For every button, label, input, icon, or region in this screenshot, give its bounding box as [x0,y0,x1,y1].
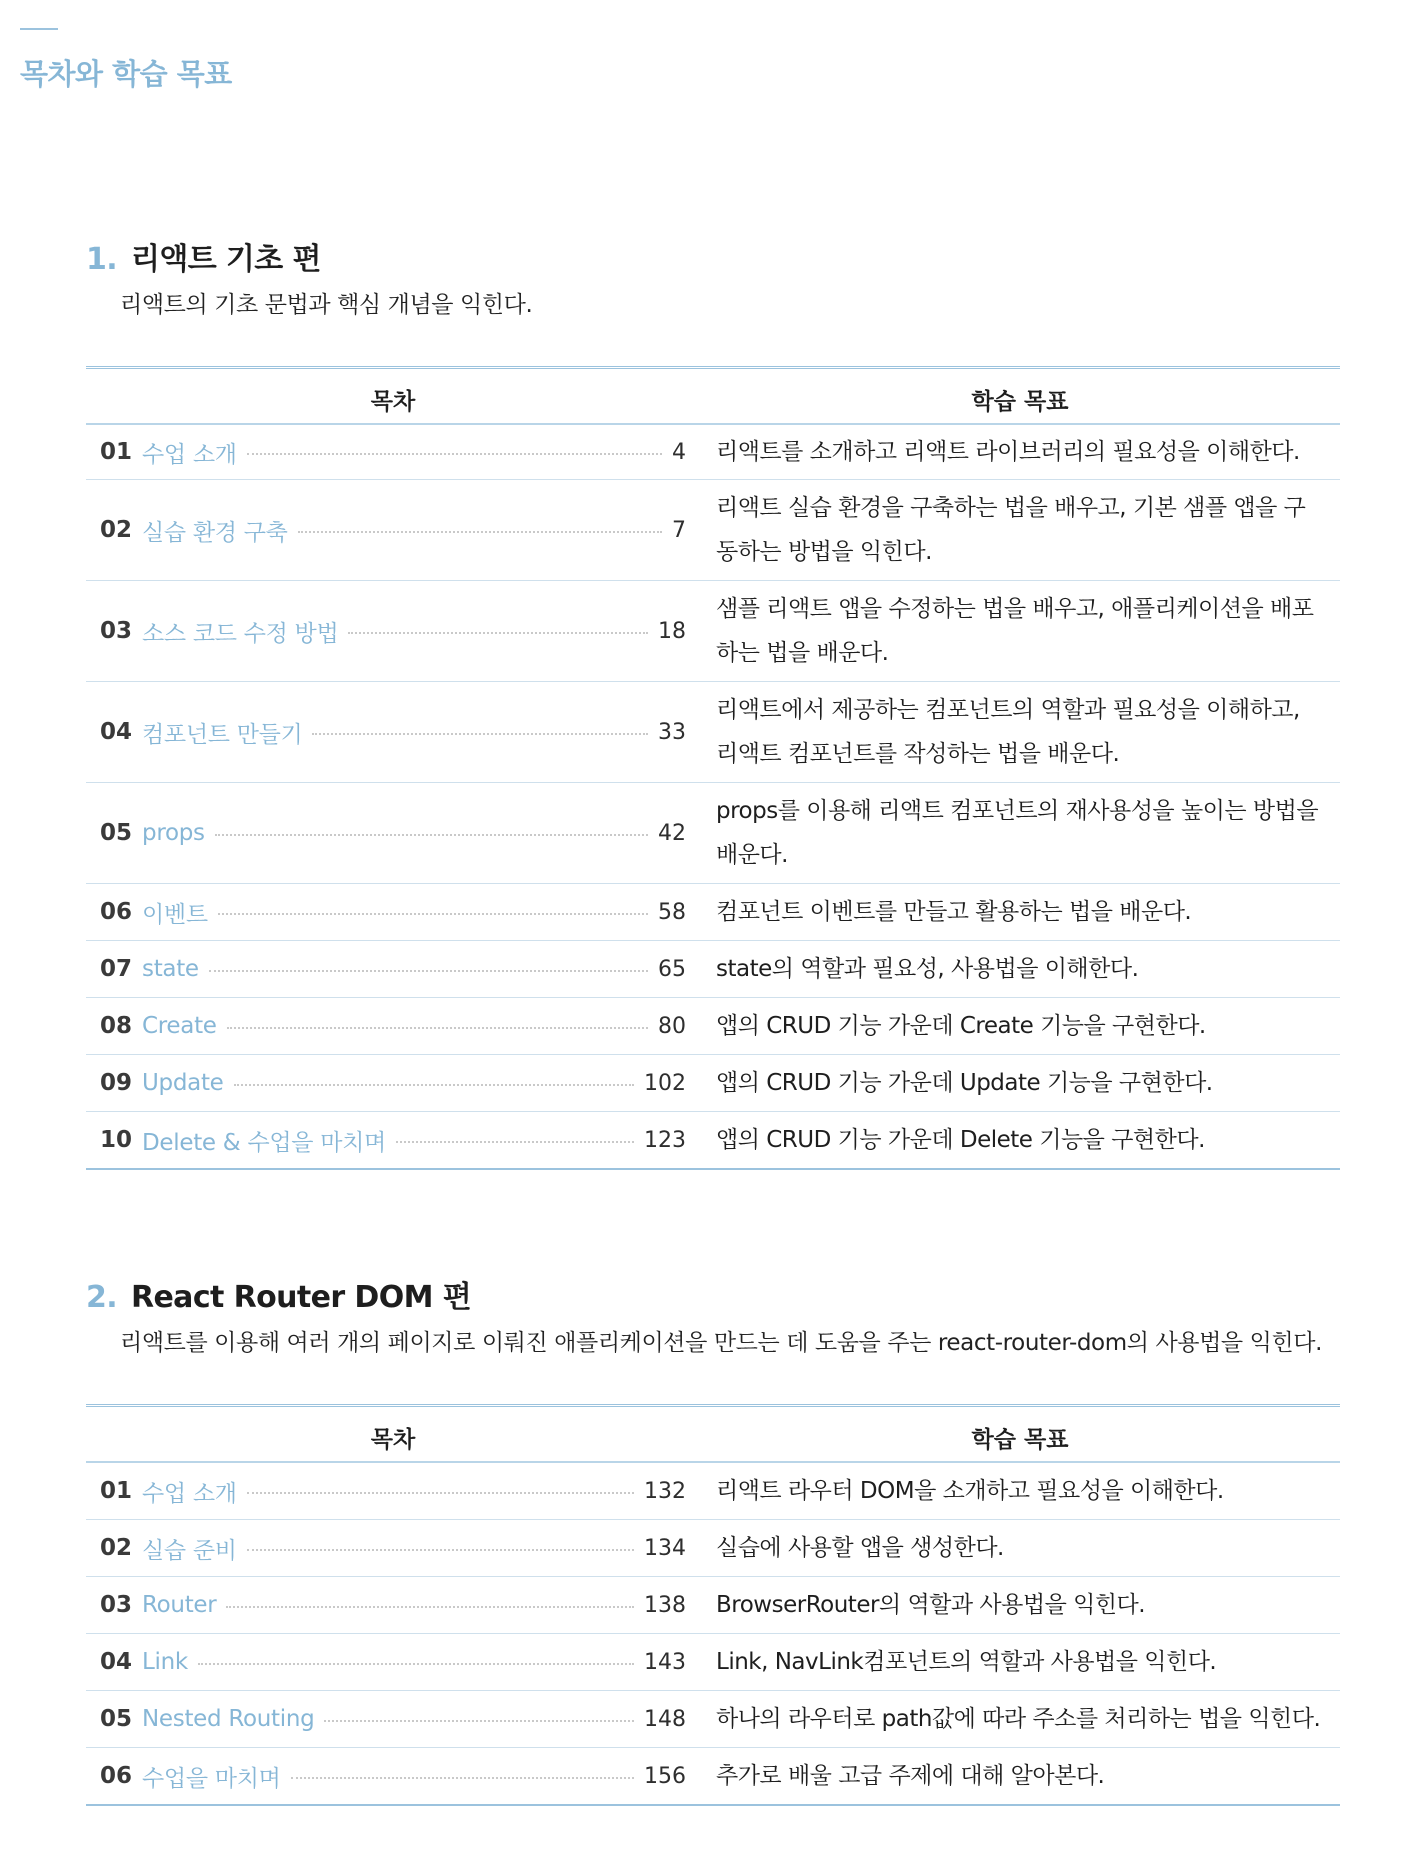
dot-leader [226,1606,634,1608]
table-row [86,1055,1340,1112]
page-number: 156 [644,1763,686,1789]
page-number: 143 [644,1649,686,1675]
item-number: 02 [100,517,133,543]
table-row [86,998,1340,1055]
dot-leader [209,970,648,972]
dot-leader [298,531,662,533]
learning-goal: 샘플 리액트 앱을 수정하는 법을 배우고, 애플리케이션을 배포하는 법을 배운다. [716,596,1314,666]
item-number: 02 [100,1535,133,1561]
page-number: 42 [658,820,686,846]
dot-leader [227,1027,648,1029]
learning-goal: 실습에 사용할 앱을 생성한다. [716,1535,1004,1561]
toc-entry[interactable] [100,1577,686,1633]
section-heading [86,1278,1340,1318]
column-header-toc: 목차 [370,1427,416,1453]
toc-table [86,366,1340,1170]
table-row [86,1577,1340,1634]
table-row [86,1112,1340,1168]
item-number: 08 [100,1013,133,1039]
item-number: 07 [100,956,133,982]
table-row [86,1463,1340,1520]
section-description: 리액트의 기초 문법과 핵심 개념을 익힌다. [120,292,533,318]
column-header-toc: 목차 [370,389,416,415]
toc-entry[interactable] [100,1520,686,1576]
item-title-link[interactable]: Create [142,1013,217,1039]
table-row [86,1520,1340,1577]
item-title-link[interactable]: Router [142,1592,217,1618]
learning-goal: 앱의 CRUD 기능 가운데 Delete 기능을 구현한다. [716,1127,1205,1153]
toc-entry[interactable] [100,1112,686,1168]
toc-entry[interactable] [100,682,686,782]
table-body [86,425,1340,1168]
section-title: React Router DOM 편 [130,1280,472,1315]
dot-leader [218,913,648,915]
table-row [86,1634,1340,1691]
table-row [86,1691,1340,1748]
learning-goal: state의 역할과 필요성, 사용법을 이해한다. [716,956,1139,982]
table-row [86,1748,1340,1804]
learning-goal: 리액트 실습 환경을 구축하는 법을 배우고, 기본 샘플 앱을 구동하는 방법을 익힌다. [716,495,1306,565]
page-number: 7 [672,517,686,543]
toc-entry[interactable] [100,1055,686,1111]
page-number: 134 [644,1535,686,1561]
toc-entry[interactable] [100,998,686,1054]
item-number: 03 [100,1592,133,1618]
item-title-link[interactable]: Delete & 수업을 마치며 [142,1129,386,1156]
page-number: 33 [658,719,686,745]
item-title-link[interactable]: 실습 준비 [142,1537,237,1564]
item-title-link[interactable]: 수업을 마치며 [142,1765,281,1792]
learning-goal: BrowserRouter의 역할과 사용법을 익힌다. [716,1592,1146,1618]
item-number: 01 [100,439,133,465]
top-accent-rule [20,28,58,30]
toc-entry[interactable] [100,425,686,479]
item-title-link[interactable]: Link [142,1649,188,1675]
section-title: 리액트 기초 편 [130,242,321,277]
item-title-link[interactable]: props [142,820,205,846]
item-number: 01 [100,1478,133,1504]
item-title-link[interactable]: 컴포넌트 만들기 [142,721,303,748]
item-title-link[interactable]: Nested Routing [142,1706,315,1732]
page-number: 80 [658,1013,686,1039]
dot-leader [215,834,648,836]
section-heading [86,240,1340,280]
item-number: 09 [100,1070,133,1096]
table-row [86,682,1340,783]
toc-entry[interactable] [100,1634,686,1690]
learning-goal: 추가로 배울 고급 주제에 대해 알아본다. [716,1763,1105,1789]
table-header [86,369,1340,425]
table-header [86,1407,1340,1463]
learning-goal: props를 이용해 리액트 컴포넌트의 재사용성을 높이는 방법을 배운다. [716,798,1319,868]
learning-goal: 컴포넌트 이벤트를 만들고 활용하는 법을 배운다. [716,899,1192,925]
page-number: 18 [658,618,686,644]
table-row [86,884,1340,941]
learning-goal: 리액트를 소개하고 리액트 라이브러리의 필요성을 이해한다. [716,439,1300,465]
page-number: 58 [658,899,686,925]
page-number: 102 [644,1070,686,1096]
item-number: 06 [100,1763,133,1789]
section-react-basics [86,240,1340,1156]
dot-leader [348,632,648,634]
learning-goal: Link, NavLink컴포넌트의 역할과 사용법을 익힌다. [716,1649,1217,1675]
toc-entry[interactable] [100,1748,686,1804]
item-number: 03 [100,618,133,644]
item-number: 04 [100,1649,133,1675]
item-title-link[interactable]: state [142,956,199,982]
item-title-link[interactable]: 수업 소개 [142,441,237,468]
item-number: 10 [100,1127,133,1153]
toc-entry[interactable] [100,1463,686,1519]
item-title-link[interactable]: 소스 코드 수정 방법 [142,620,339,647]
dot-leader [291,1777,634,1779]
page-number: 123 [644,1127,686,1153]
table-row [86,581,1340,682]
toc-entry[interactable] [100,1691,686,1747]
item-number: 04 [100,719,133,745]
dot-leader [247,1549,634,1551]
page-number: 4 [672,439,686,465]
learning-goal: 리액트에서 제공하는 컴포넌트의 역할과 필요성을 이해하고, 리액트 컴포넌트를 작성하는 법을 배운다. [716,697,1300,767]
section-description: 리액트를 이용해 여러 개의 페이지로 이뤄진 애플리케이션을 만드는 데 도움을 주는 react-router-dom의 사용법을 익힌다. [120,1330,1322,1356]
table-body [86,1463,1340,1804]
section-number: 2. [86,1280,118,1315]
dot-leader [247,1492,634,1494]
toc-entry[interactable] [100,941,686,997]
table-row [86,941,1340,998]
table-row [86,425,1340,480]
dot-leader [247,453,662,455]
page-number: 65 [658,956,686,982]
toc-table [86,1404,1340,1806]
toc-entry[interactable] [100,884,686,940]
dot-leader [396,1141,634,1143]
section-number: 1. [86,242,118,277]
learning-goal: 앱의 CRUD 기능 가운데 Create 기능을 구현한다. [716,1013,1206,1039]
dot-leader [234,1084,634,1086]
table-row [86,480,1340,581]
dot-leader [324,1720,634,1722]
column-header-goal: 학습 목표 [971,1427,1069,1453]
item-title-link[interactable]: 이벤트 [142,901,208,928]
item-title-link[interactable]: 수업 소개 [142,1480,237,1507]
page-title: 목차와 학습 목표 [20,57,232,91]
learning-goal: 앱의 CRUD 기능 가운데 Update 기능을 구현한다. [716,1070,1213,1096]
item-number: 05 [100,1706,133,1732]
dot-leader [312,733,648,735]
toc-entry[interactable] [100,480,686,580]
page-number: 132 [644,1478,686,1504]
toc-entry[interactable] [100,783,686,883]
learning-goal: 하나의 라우터로 path값에 따라 주소를 처리하는 법을 익힌다. [716,1706,1321,1732]
page-number: 148 [644,1706,686,1732]
learning-goal: 리액트 라우터 DOM을 소개하고 필요성을 이해한다. [716,1478,1224,1504]
item-number: 06 [100,899,133,925]
table-row [86,783,1340,884]
item-title-link[interactable]: Update [142,1070,224,1096]
page-number: 138 [644,1592,686,1618]
column-header-goal: 학습 목표 [971,389,1069,415]
toc-entry[interactable] [100,581,686,681]
item-number: 05 [100,820,133,846]
section-react-router [86,1278,1340,1792]
item-title-link[interactable]: 실습 환경 구축 [142,519,288,546]
dot-leader [198,1663,634,1665]
